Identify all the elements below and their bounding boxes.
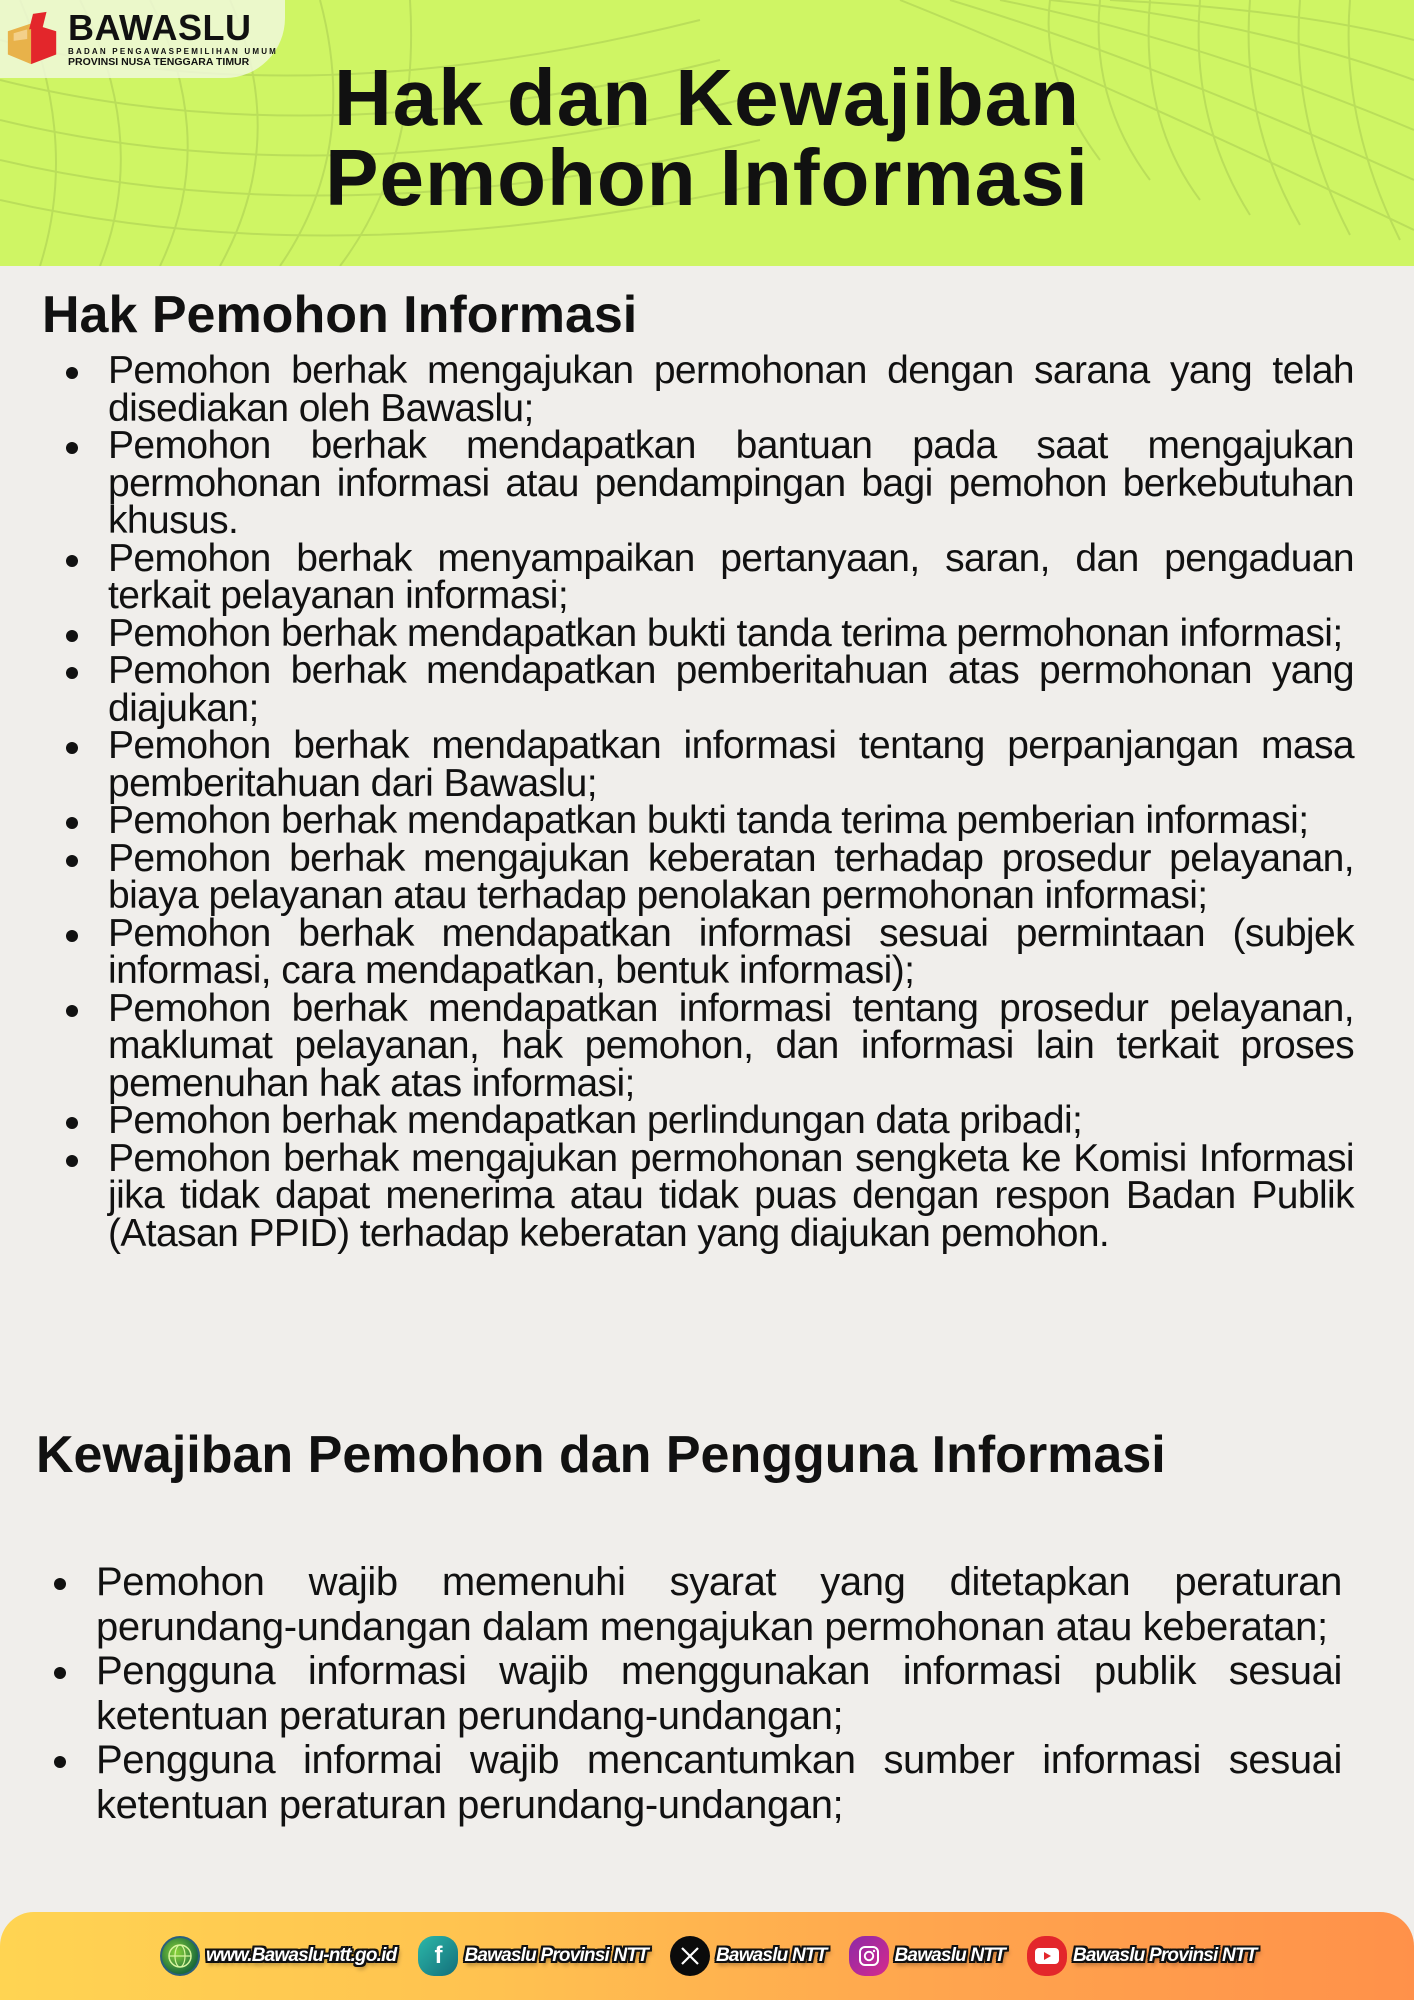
rights-item-text: Pemohon berhak mendapatkan informasi tentang perpanjangan masa pemberitahuan dari Bawaslu; <box>108 724 1354 805</box>
bullet-icon <box>66 1005 78 1017</box>
rights-item-text: Pemohon berhak mendapatkan bukti tanda terima pemberian informasi; <box>108 799 1309 842</box>
obligations-list-item <box>50 1560 1342 1649</box>
logo-subtitle-agency: BADAN PENGAWASPEMILIHAN UMUM <box>68 47 279 57</box>
rights-item-text: Pemohon berhak mendapatkan bukti tanda terima permohonan informasi; <box>108 611 1343 655</box>
rights-list-item <box>62 836 1354 917</box>
page-title-line-2: Pemohon Informasi <box>325 133 1089 222</box>
footer-link-youtube[interactable] <box>1027 1936 1257 1976</box>
rights-list-item <box>62 1136 1354 1255</box>
bullet-icon <box>66 742 78 754</box>
bullet-icon <box>66 855 78 867</box>
bullet-icon <box>66 555 78 567</box>
bullet-icon <box>66 817 78 829</box>
rights-item-text: Pemohon berhak mendapatkan informasi tentang prosedur pelayanan, maklumat pelayanan, hak pemohon, dan informasi lain terkait proses pemenuhan hak atas informasi; <box>108 986 1354 1105</box>
footer-link-instagram[interactable] <box>849 1936 1006 1976</box>
x-label: Bawaslu NTT <box>716 1945 827 1966</box>
rights-item-text: Pemohon berhak mendapatkan bantuan pada saat mengajukan permohonan informasi atau pendampingan bagi pemohon berkebutuhan khusus. <box>108 424 1354 542</box>
rights-item-text: Pemohon berhak mengajukan permohonan dengan sarana yang telah disediakan oleh Bawaslu; <box>108 349 1354 430</box>
globe-icon <box>160 1936 200 1976</box>
bullet-icon <box>54 1578 66 1590</box>
website-label: www.Bawaslu-ntt.go.id <box>206 1945 397 1966</box>
obligations-section-title: Kewajiban Pemohon dan Pengguna Informasi <box>36 1426 1166 1484</box>
rights-item-text: Pemohon berhak mendapatkan perlindungan data pribadi; <box>108 1099 1083 1142</box>
logo-name: BAWASLU <box>68 7 252 49</box>
rights-item-text: Pemohon berhak mendapatkan pemberitahuan atas permohonan yang diajukan; <box>108 649 1354 730</box>
rights-item-text: Pemohon berhak mendapatkan informasi sesuai permintaan (subjek informasi, cara mendapatkan, bentuk informasi); <box>108 911 1354 992</box>
rights-list-item <box>62 1099 1354 1142</box>
bullet-icon <box>66 630 78 642</box>
rights-list-item <box>62 724 1354 805</box>
bullet-icon <box>66 1117 78 1129</box>
facebook-icon: f <box>418 1936 458 1976</box>
footer-link-website[interactable] <box>160 1936 396 1976</box>
page-title-line-1: Hak dan Kewajiban <box>333 53 1081 142</box>
footer-social-bar <box>0 1912 1414 2000</box>
rights-section-title: Hak Pemohon Informasi <box>42 286 638 344</box>
instagram-label: Bawaslu NTT <box>894 1945 1005 1966</box>
rights-list-item <box>62 986 1354 1105</box>
rights-list-item <box>62 911 1354 992</box>
footer-link-x[interactable] <box>670 1936 827 1976</box>
rights-list-item <box>62 799 1354 842</box>
header-banner <box>0 0 1414 266</box>
bullet-icon <box>66 442 78 454</box>
obligations-list <box>50 1560 1342 1827</box>
bullet-icon <box>66 1155 78 1167</box>
obligations-list-item <box>50 1649 1342 1738</box>
instagram-icon <box>849 1936 889 1976</box>
youtube-icon <box>1027 1936 1067 1976</box>
page-title <box>0 53 1414 222</box>
footer-link-facebook[interactable] <box>418 1936 648 1976</box>
logo-subtitle-province: PROVINSI NUSA TENGGARA TIMUR <box>68 56 250 69</box>
rights-list-item <box>62 649 1354 730</box>
x-icon <box>670 1936 710 1976</box>
rights-list-item <box>62 611 1354 655</box>
bullet-icon <box>54 1667 66 1679</box>
rights-list-item <box>62 536 1354 617</box>
rights-list-item <box>62 349 1354 430</box>
youtube-label: Bawaslu Provinsi NTT <box>1073 1945 1257 1966</box>
rights-list-item <box>62 424 1354 542</box>
rights-item-text: Pemohon berhak menyampaikan pertanyaan, saran, dan pengaduan terkait pelayanan informasi; <box>108 536 1354 617</box>
rights-item-text: Pemohon berhak mengajukan permohonan sengketa ke Komisi Informasi jika tidak dapat menerima atau tidak puas dengan respon Badan Publik (Atasan PPID) terhadap keberatan yang diajukan pemohon. <box>108 1136 1354 1255</box>
bullet-icon <box>66 667 78 679</box>
bullet-icon <box>66 367 78 379</box>
bullet-icon <box>66 930 78 942</box>
obligations-item-text: Pengguna informasi wajib menggunakan informasi publik sesuai ketentuan peraturan perundang-undangan; <box>96 1649 1342 1738</box>
obligations-item-text: Pengguna informai wajib mencantumkan sumber informasi sesuai ketentuan peraturan perundang-undangan; <box>96 1738 1342 1827</box>
bullet-icon <box>54 1756 66 1768</box>
rights-item-text: Pemohon berhak mengajukan keberatan terhadap prosedur pelayanan, biaya pelayanan atau terhadap penolakan permohonan informasi; <box>108 836 1354 917</box>
facebook-label: Bawaslu Provinsi NTT <box>464 1945 648 1966</box>
obligations-item-text: Pemohon wajib memenuhi syarat yang ditetapkan peraturan perundang-undangan dalam mengajukan permohonan atau keberatan; <box>96 1560 1342 1649</box>
rights-list <box>62 349 1354 1255</box>
obligations-list-item <box>50 1738 1342 1827</box>
